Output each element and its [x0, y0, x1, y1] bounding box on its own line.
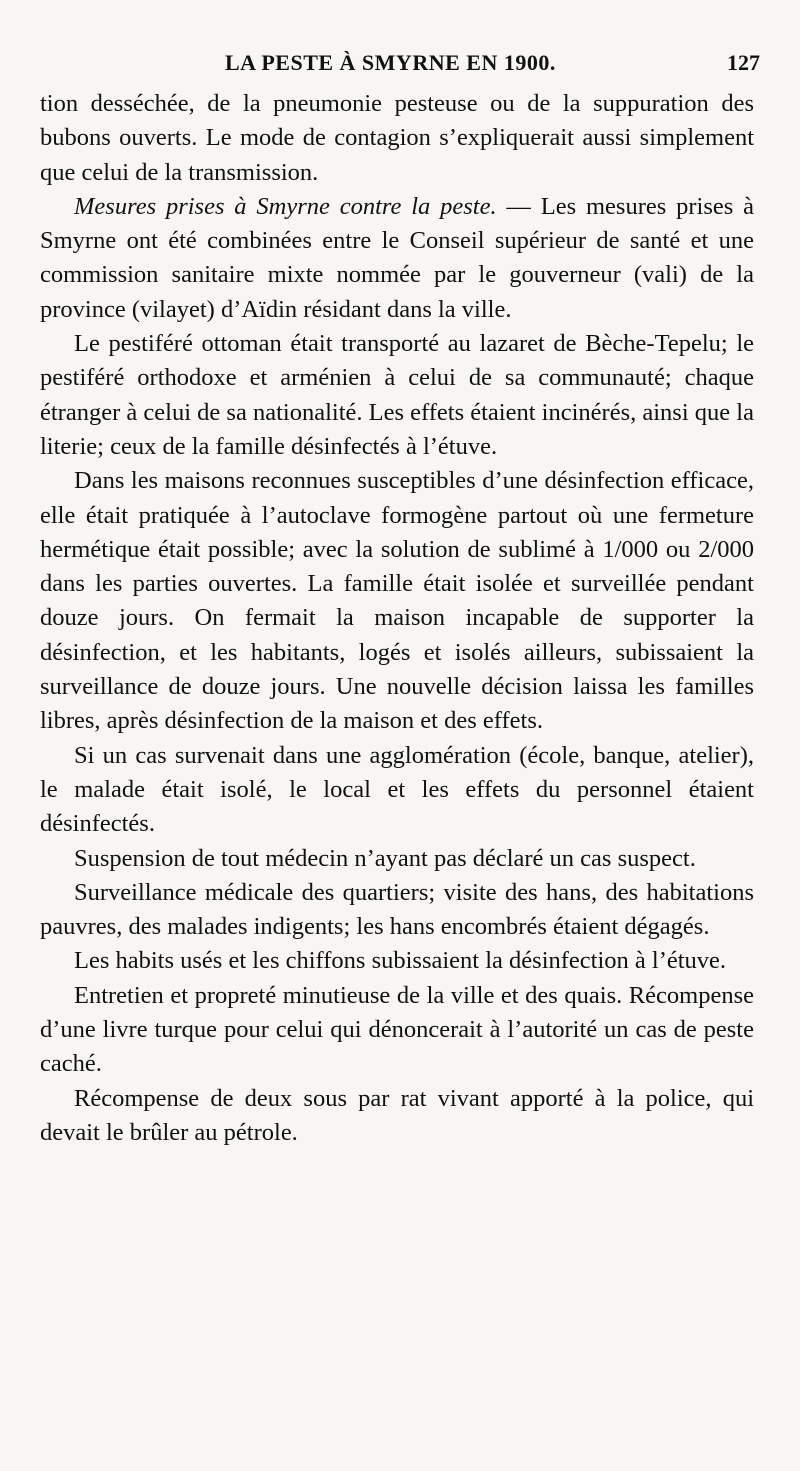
paragraph-5	[40, 739, 754, 842]
paragraph-text: — Les mesures prises à Smyrne ont été combinées entre le Conseil supérieur de santé et une commission sanitaire mixte nommée par le gouverneur (vali) de la province (vilayet) d’Aïdin résidant dans la ville.	[40, 192, 754, 323]
paragraph-text: tion desséchée, de la pneumonie pesteuse ou de la suppuration des bubons ouverts. Le mode de contagion s’expliquerait aussi simplement que celui de la transmission.	[40, 90, 754, 186]
paragraph-1	[40, 87, 754, 190]
paragraph-2	[40, 190, 754, 327]
paragraph-4	[40, 464, 754, 738]
paragraph-text: Les habits usés et les chiffons subissaient la désinfection à l’étuve.	[74, 947, 727, 975]
paragraph-text: Dans les maisons reconnues susceptibles d’une désinfection efficace, elle était pratiquée à l’autoclave formogène partout où une fermeture hermétique était possible; avec la solution de sublimé à 1/000 ou 2/000 dans les parties ouvertes. La famille était isolée et surveillée pendant douze jours. On fermait la maison incapable de supporter la désinfection, et les habitants, logés et isolés ailleurs, subissaient la surveillance de douze jours. Une nouvelle décision laissa les familles libres, après désinfection de la maison et des effets.	[40, 467, 754, 735]
running-title: LA PESTE À SMYRNE EN 1900.	[225, 50, 556, 75]
paragraph-text: Le pestiféré ottoman était transporté au lazaret de Bèche-Tepelu; le pestiféré orthodoxe et arménien à celui de sa communauté; chaque étranger à celui de sa nationalité. Les effets étaient incinérés, ainsi que la literie; ceux de la famille désinfectés à l’étuve.	[40, 330, 754, 460]
paragraph-text: Si un cas survenait dans une agglomération (école, banque, atelier), le malade était isolé, le local et les effets du personnel étaient désinfectés.	[40, 741, 754, 838]
paragraph-text: Surveillance médicale des quartiers; visite des hans, des habitations pauvres, des malades indigents; les hans encombrés étaient dégagés.	[40, 878, 754, 941]
paragraph-text: Entretien et propreté minutieuse de la ville et des quais. Récompense d’une livre turque pour celui qui dénoncerait à l’autorité un cas de peste caché.	[40, 981, 754, 1078]
paragraph-6	[40, 842, 754, 876]
paragraph-text: Suspension de tout médecin n’ayant pas déclaré un cas suspect.	[74, 844, 696, 872]
paragraph-text: Récompense de deux sous par rat vivant apporté à la police, qui devait le brûler au pétrole.	[40, 1084, 754, 1146]
paragraph-3	[40, 327, 754, 464]
body-text	[40, 87, 754, 1150]
page-header	[40, 50, 760, 84]
page-number: 127	[727, 50, 760, 75]
paragraph-10	[40, 1082, 754, 1151]
paragraph-8	[40, 944, 754, 978]
section-heading: Mesures prises à Smyrne contre la peste.	[74, 192, 497, 220]
paragraph-7	[40, 876, 754, 945]
paragraph-9	[40, 979, 754, 1082]
